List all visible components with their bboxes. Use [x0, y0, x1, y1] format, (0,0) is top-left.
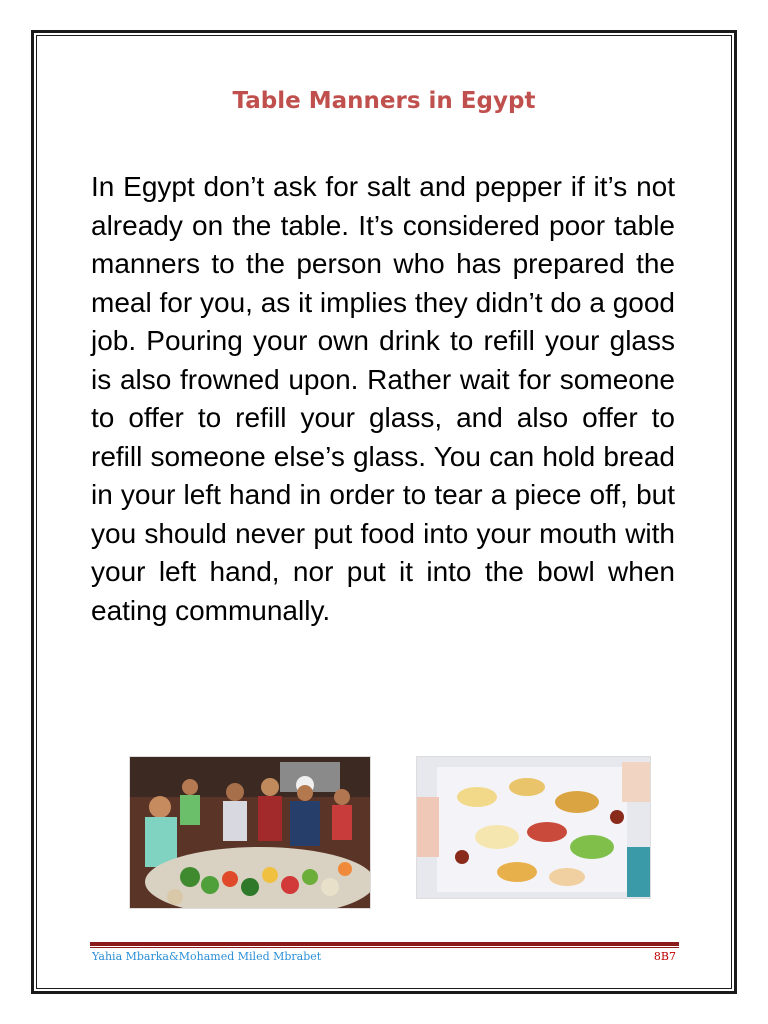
body-paragraph: In Egypt don’t ask for salt and pepper if it’s not already on the table. It’s considered poor table manners to the person who has prepared the meal for you, as it implies they didn’t do a good job. Pouring your own drink to refill your glass is also frowned upon. Rather wait for someone to offer to refill your glass, and also offer to refill someone else’s glass. You can hold bread in your left hand in order to tear a piece off, but you should never put food into your mouth with your left hand, nor put it into the bowl when eating communally.: [91, 171, 675, 626]
footer-authors: Yahia Mbarka&Mohamed Miled Mbrabet: [92, 950, 322, 963]
footer-page-code: 8B7: [653, 950, 676, 963]
page-title: Table Manners in Egypt: [232, 88, 536, 114]
footer-rule: [90, 942, 679, 946]
family-food-photo: [129, 756, 371, 909]
family-food-illustration: [130, 757, 371, 909]
footer-rule-thin: [90, 947, 679, 948]
dinner-table-photo: [416, 756, 651, 899]
dinner-table-illustration: [417, 757, 651, 899]
